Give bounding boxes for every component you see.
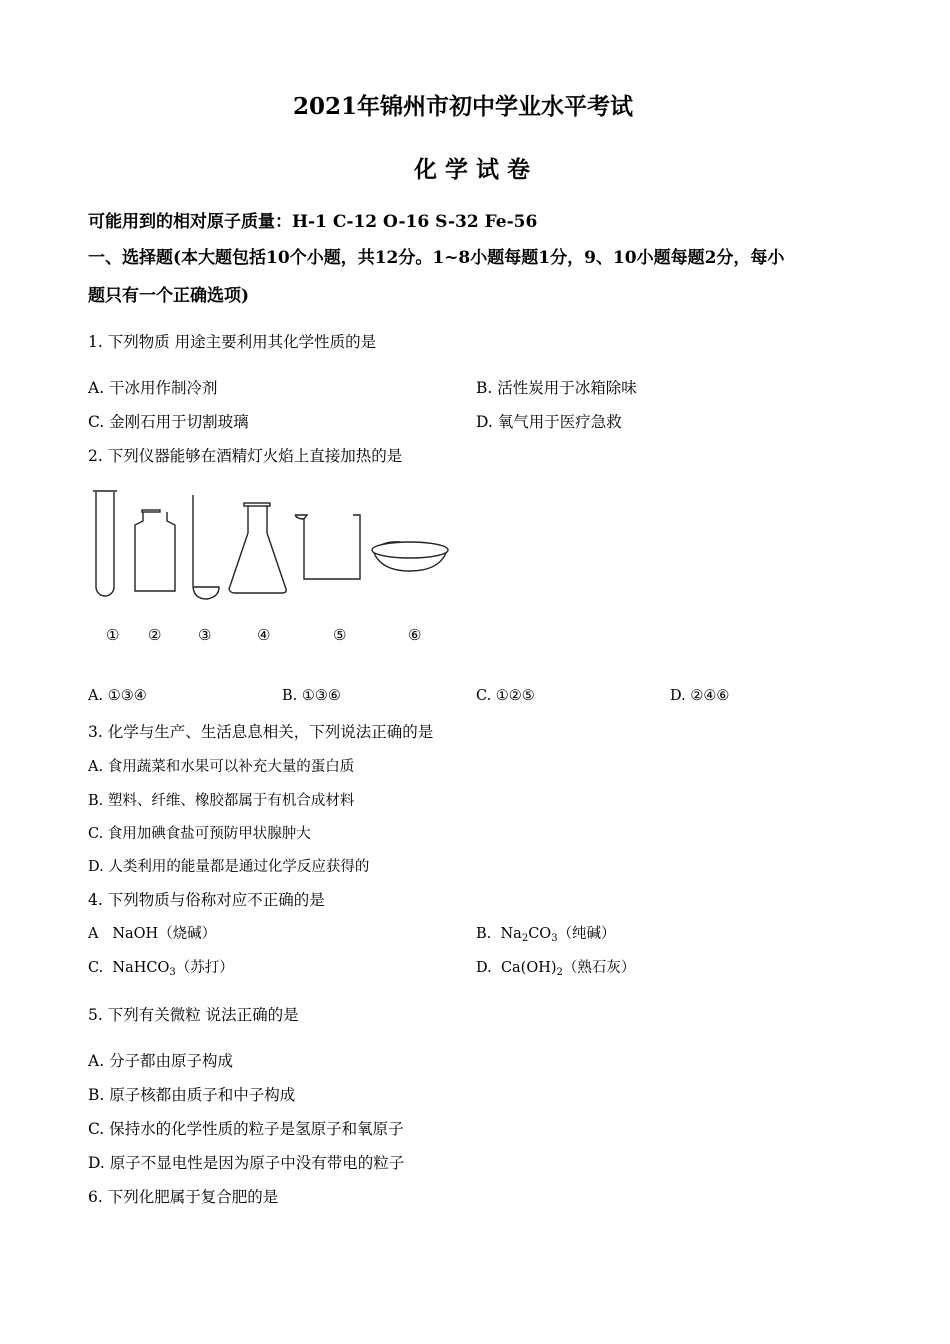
question-5-option-b: B. 原子核都由质子和中子构成: [88, 1086, 296, 1104]
question-1-stem: 1. 下列物质 用途主要利用其化学性质的是: [88, 333, 377, 351]
evaporating-dish-icon: [372, 542, 448, 571]
question-1-option-c: C. 金刚石用于切割玻璃: [88, 413, 249, 431]
formula-part: NaHCO: [112, 960, 170, 976]
formula-part: Na: [500, 926, 522, 942]
question-4-option-b: [476, 922, 616, 944]
question-5-option-c: C. 保持水的化学性质的粒子是氢原子和氧原子: [88, 1120, 404, 1138]
question-2-stem: 2. 下列仪器能够在酒精灯火焰上直接加热的是: [88, 447, 403, 465]
question-2-option-c: C. ①②⑤: [476, 688, 535, 704]
apparatus-label-5: ⑤: [333, 626, 347, 644]
formula-part: CO: [528, 926, 552, 942]
combustion-spoon-icon: [193, 495, 219, 599]
atomic-mass-line: 可能用到的相对原子质量：H-1 C-12 O-16 S-32 Fe-56: [88, 212, 538, 232]
question-5-option-d: D. 原子不显电性是因为原子中没有带电的粒子: [88, 1154, 405, 1172]
option-c-label: C.: [88, 960, 104, 976]
option-b-name: （纯碱）: [557, 926, 616, 942]
page-subtitle: 化 学 试 卷: [414, 156, 531, 183]
option-b-label: B.: [476, 926, 492, 942]
question-4-option-a: [88, 922, 216, 943]
question-4-stem: 4. 下列物质与俗称对应不正确的是: [88, 891, 325, 909]
question-1-option-b: B. 活性炭用于冰箱除味: [476, 379, 637, 397]
question-5-stem: 5. 下列有关微粒 说法正确的是: [88, 1006, 299, 1024]
apparatus-label-1: ①: [106, 626, 120, 644]
page-title: 2021年锦州市初中学业水平考试: [293, 93, 634, 120]
question-2-option-a: A. ①③④: [88, 688, 147, 704]
formula-subscript: 2: [521, 933, 529, 944]
question-1-option-d: D. 氧气用于医疗急救: [476, 413, 622, 431]
formula-subscript: 3: [169, 967, 176, 978]
conical-flask-icon: [229, 503, 286, 593]
option-a-label: A: [88, 926, 99, 942]
formula-subscript: 2: [556, 967, 563, 978]
section1-instructions-line2: 题只有一个正确选项): [88, 286, 250, 306]
lab-apparatus-figure: [85, 485, 475, 605]
question-3-option-b: B. 塑料、纤维、橡胶都属于有机合成材料: [88, 793, 355, 809]
option-a-name: （烧碱）: [158, 926, 217, 942]
option-d-name: （熟石灰）: [562, 960, 636, 976]
apparatus-label-4: ④: [257, 626, 271, 644]
option-d-label: D.: [476, 960, 492, 976]
formula-part: Ca(OH): [500, 960, 557, 976]
question-3-stem: 3. 化学与生产、生活息息相关，下列说法正确的是: [88, 723, 434, 741]
question-3-option-a: A. 食用蔬菜和水果可以补充大量的蛋白质: [88, 759, 355, 775]
question-4-option-c: [88, 956, 234, 978]
test-tube-icon: [93, 491, 117, 596]
question-4-option-d: [476, 956, 635, 978]
question-3-option-d: D. 人类利用的能量都是通过化学反应获得的: [88, 859, 370, 875]
question-3-option-c: C. 食用加碘食盐可预防甲状腺肿大: [88, 826, 311, 842]
question-2-option-d: D. ②④⑥: [670, 688, 730, 704]
beaker-icon: [295, 515, 360, 579]
formula-subscript: 3: [551, 933, 558, 944]
apparatus-label-6: ⑥: [408, 626, 422, 644]
option-a-formula: NaOH: [112, 926, 159, 942]
question-6-stem: 6. 下列化肥属于复合肥的是: [88, 1188, 279, 1206]
apparatus-label-3: ③: [198, 626, 212, 644]
question-5-option-a: A. 分子都由原子构成: [88, 1052, 234, 1070]
question-1-option-a: A. 干冰用作制冷剂: [88, 379, 218, 397]
reagent-bottle-icon: [135, 510, 175, 591]
section1-instructions-line1: 一、选择题(本大题包括10个小题，共12分。1~8小题每题1分，9、10小题每题2分，每小: [88, 248, 785, 268]
option-c-name: （苏打）: [175, 960, 234, 976]
apparatus-label-2: ②: [148, 626, 162, 644]
question-2-option-b: B. ①③⑥: [282, 688, 341, 704]
